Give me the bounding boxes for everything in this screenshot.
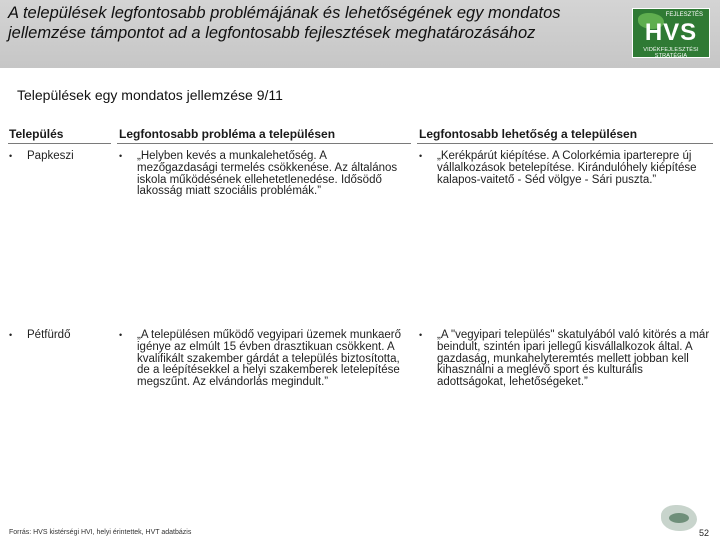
slide-title: Települések egy mondatos jellemzése 9/11 xyxy=(17,87,283,103)
header-band xyxy=(0,0,720,68)
table-row-problem xyxy=(119,151,409,198)
source-note: Forrás: HVS kistérségi HVI, helyi érintettek, HVT adatbázis xyxy=(9,529,192,536)
bullet-icon: • xyxy=(9,330,13,340)
town-name: Pétfürdő xyxy=(27,329,71,341)
table-row-opportunity xyxy=(419,151,711,186)
header-rule xyxy=(117,143,411,144)
logo-text: HVS xyxy=(644,19,698,46)
table-row-opportunity xyxy=(419,330,711,389)
opportunity-text: „Kerékpárút kiépítése. A Colorkémia iparterepre új vállalkozások betelepítése. Kirándulóhely kiépítése kalapos-vaitető - Séd völgye - Sári puszta.” xyxy=(437,150,697,186)
bullet-icon: • xyxy=(9,151,13,161)
header-rule xyxy=(417,143,713,144)
table-row-town xyxy=(9,151,109,163)
header-rule xyxy=(8,143,111,144)
footer-logo-icon xyxy=(661,505,697,531)
bullet-icon: • xyxy=(419,330,423,340)
bullet-icon: • xyxy=(119,330,123,340)
bullet-icon: • xyxy=(119,151,123,161)
col-header-opportunity: Legfontosabb lehetőség a településen xyxy=(419,127,638,141)
page-number: 52 xyxy=(699,528,710,538)
col-header-problem: Legfontosabb probléma a településen xyxy=(119,127,336,141)
table-row-town xyxy=(9,330,109,342)
logo-small-text: FEJLESZTÉS xyxy=(665,12,703,18)
problem-text: „Helyben kevés a munkalehetőség. A mezőgazdasági termelés csökkenése. Az általános iskola működésének ellehetetlenedése. Idősödő lakosság miatt szociális problémák.” xyxy=(137,150,398,198)
bullet-icon: • xyxy=(419,151,423,161)
logo-subtitle: VIDÉKFEJLESZTÉSI STRATÉGIA xyxy=(643,47,699,59)
page-title: A települések legfontosabb problémájának és lehetőségének egy mondatos jellemzése támpontot ad a legfontosabb fejlesztések meghatározásához xyxy=(8,4,561,42)
problem-text: „A településen működő vegyipari üzemek munkaerő igénye az elmúlt 15 évben drasztikuan csökkent. A kvalifikált szakember gárdát a település biztosította, de a leépítésekkel a helyi szakemberek letelepítése megszűnt. Az elvándorlás megindult.” xyxy=(137,329,402,389)
opportunity-text: „A "vegyipari település" skatulyából való kitörés a már beindult, szintén ipari jellegű kisvállalkozok által. A gazdaság, munkahelyteremtés mellett jobban kell kihasználni a meglévő sport és kulturális adottságokat, lehetőségeket.” xyxy=(437,329,710,389)
table-row-problem xyxy=(119,330,409,389)
town-name: Papkeszi xyxy=(27,150,74,162)
col-header-town: Település xyxy=(9,127,64,141)
hvs-logo xyxy=(632,8,710,58)
